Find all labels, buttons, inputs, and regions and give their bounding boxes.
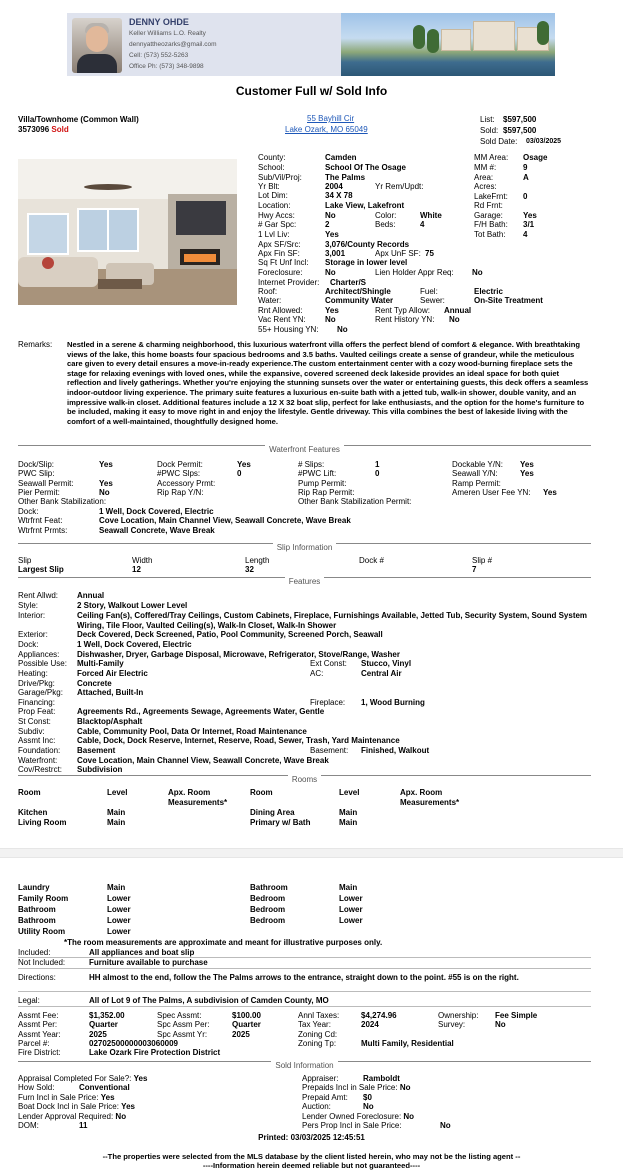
rooms-note: *The room measurements are approximate and meant for illustrative purposes only. xyxy=(64,938,383,947)
foreclosure-value: No xyxy=(325,268,336,277)
school-value: School Of The Osage xyxy=(325,163,406,172)
ameren-value: Yes xyxy=(543,488,557,497)
feature-label: Interior: xyxy=(18,611,46,620)
feature-label: Subdiv: xyxy=(18,727,45,736)
tax-year-value: 2024 xyxy=(361,1020,379,1029)
feature-value: Deck Covered, Deck Screened, Patio, Pool Community, Screened Porch, Seawall xyxy=(77,630,383,639)
annl-taxes-label: Annl Taxes: xyxy=(298,1011,340,1020)
rnt-label: Rnt Allowed: xyxy=(258,306,303,315)
divider xyxy=(18,991,591,993)
room-name: Family Room xyxy=(18,894,69,903)
room-level: Lower xyxy=(107,916,131,925)
how-sold-label: How Sold: xyxy=(18,1083,55,1092)
renthist-value: No xyxy=(449,315,460,324)
fhbath-value: 3/1 xyxy=(523,220,535,229)
spec-yr-label: Spc Assmt Yr: xyxy=(157,1030,208,1039)
pwc-slips-value: 0 xyxy=(237,469,242,478)
obs-permit-label: Other Bank Stabilization Permit: xyxy=(298,497,412,506)
assmt-year-value: 2025 xyxy=(89,1030,107,1039)
yrblt-label: Yr Blt: xyxy=(258,182,280,191)
wf-dock-value: 1 Well, Dock Covered, Electric xyxy=(99,507,214,516)
pier-permit-label: Pier Permit: xyxy=(18,488,60,497)
vac-value: No xyxy=(325,315,336,324)
water-value: Community Water xyxy=(325,296,394,305)
spec-assmt-label: Spec Assmt: xyxy=(157,1011,202,1020)
slip-header-length: Length xyxy=(245,556,270,565)
internet-label: Internet Provider: xyxy=(258,278,320,287)
room-level: Main xyxy=(339,808,358,817)
slip-header-slipno: Slip # xyxy=(472,556,493,565)
seawall-yn-label: Seawall Y/N: xyxy=(452,469,498,478)
feature-value: Basement xyxy=(77,746,116,755)
area-value: A xyxy=(523,173,529,182)
roof-label: Roof: xyxy=(258,287,278,296)
slip-header-slip: Slip xyxy=(18,556,32,565)
report-title: Customer Full w/ Sold Info xyxy=(235,84,388,98)
legal-label: Legal: xyxy=(18,996,40,1005)
sold-title: Sold Information xyxy=(271,1061,337,1070)
area-label: Area: xyxy=(474,173,494,182)
basement-label: Basement: xyxy=(310,746,349,755)
feature-value: Blacktop/Asphalt xyxy=(77,717,143,726)
feature-label: Garage/Pkg: xyxy=(18,688,63,697)
room-level: Lower xyxy=(339,894,363,903)
sqft-value: Storage in lower level xyxy=(325,258,408,267)
boat-value: Yes xyxy=(121,1102,135,1111)
spec-yr-value: 2025 xyxy=(232,1030,250,1039)
feature-label: Exterior: xyxy=(18,630,48,639)
agent-name: DENNY OHDE xyxy=(129,17,189,27)
vac-label: Vac Rent YN: xyxy=(258,315,306,324)
feature-label: Drive/Pkg: xyxy=(18,679,55,688)
feature-value: Cable, Dock, Dock Reserve, Internet, Reserve, Road, Sewer, Trash, Yard Maintenance xyxy=(77,736,400,745)
ext-const-label: Ext Const: xyxy=(310,659,347,668)
agent-email[interactable]: dennyattheozarks@gmail.com xyxy=(129,41,217,48)
feature-value: Cove Location, Main Channel View, Seawall Concrete, Wave Break xyxy=(77,756,329,765)
room-name: Bedroom xyxy=(250,894,286,903)
yrrem-label: Yr Rem/Updt: xyxy=(375,182,424,191)
property-type: Villa/Townhome (Common Wall) xyxy=(18,115,139,124)
lvl-label: 1 Lvl Liv: xyxy=(258,230,290,239)
subdiv-value: The Palms xyxy=(325,173,366,182)
ownership-value: Fee Simple xyxy=(495,1011,538,1020)
spec-per-value: Quarter xyxy=(232,1020,261,1029)
sold-price: $597,500 xyxy=(503,126,537,135)
address-line-1[interactable]: 55 Bayhill Cir xyxy=(307,114,355,123)
wtrfrnt-prmts-value: Seawall Concrete, Wave Break xyxy=(99,526,215,535)
fin-label: Apx Fin SF: xyxy=(258,249,300,258)
feature-value: Multi-Family xyxy=(77,659,124,668)
room-level: Main xyxy=(339,883,358,892)
feature-label: Appliances: xyxy=(18,650,60,659)
room-name: Bathroom xyxy=(18,905,56,914)
hwy-label: Hwy Accs: xyxy=(258,211,295,220)
feature-label: Style: xyxy=(18,601,39,610)
beds-label: Beds: xyxy=(375,220,396,229)
slip-title: Slip Information xyxy=(273,543,337,552)
room-level: Main xyxy=(107,808,126,817)
rooms-header-room: Room xyxy=(18,788,41,797)
parcel-value: 02702500000003060009 xyxy=(89,1039,178,1048)
lakefrnt-label: LakeFrnt: xyxy=(474,192,508,201)
color-value: White xyxy=(420,211,442,220)
status-badge: Sold xyxy=(51,125,69,134)
not-included-label: Not Included: xyxy=(18,958,66,967)
room-name: Bathroom xyxy=(250,883,288,892)
pwc-lift-value: 0 xyxy=(375,469,380,478)
mm-area-value: Osage xyxy=(523,153,548,162)
annl-taxes-value: $4,274.96 xyxy=(361,1011,397,1020)
feature-value: Forced Air Electric xyxy=(77,669,148,678)
prepaids-value: No xyxy=(399,1083,411,1092)
feature-label: Rent Allwd: xyxy=(18,591,59,600)
totbath-label: Tot Bath: xyxy=(474,230,506,239)
page-break xyxy=(0,848,623,858)
slip-cell-width: 12 xyxy=(132,565,141,574)
feature-label: Cov/Restrct: xyxy=(18,765,63,774)
property-photo xyxy=(18,159,237,305)
room-name: Kitchen xyxy=(18,808,48,817)
garage-label: Garage: xyxy=(474,211,503,220)
slips-label: # Slips: xyxy=(298,460,325,469)
appraisal-value: Yes xyxy=(133,1074,148,1083)
legal-value: All of Lot 9 of The Palms, A subdivision of Camden County, MO xyxy=(89,996,329,1005)
feature-value: Agreements Rd., Agreements Sewage, Agreements Water, Gentle xyxy=(77,707,325,716)
slips-value: 1 xyxy=(375,460,380,469)
feature-value: 2 Story, Walkout Lower Level xyxy=(77,601,188,610)
ameren-label: Ameren User Fee YN: xyxy=(452,488,531,497)
fireplace-label: Fireplace: xyxy=(310,698,346,707)
fhbath-label: F/H Bath: xyxy=(474,220,508,229)
h55-label: 55+ Housing YN: xyxy=(258,325,319,334)
survey-label: Survey: xyxy=(438,1020,466,1029)
feature-label: Foundation: xyxy=(18,746,61,755)
fireplace-value: 1, Wood Burning xyxy=(361,698,425,707)
room-level: Lower xyxy=(339,905,363,914)
feature-label: Assmt Inc: xyxy=(18,736,56,745)
prepaids-label: Prepaids Incl in Sale Price: xyxy=(302,1083,398,1092)
rooms-section-header xyxy=(18,775,591,785)
appraiser-label: Appraiser: xyxy=(302,1074,339,1083)
gar-label: # Gar Spc: xyxy=(258,220,297,229)
rooms-header-measure-2: Apx. Room Measurements* xyxy=(400,788,460,807)
rooms-title: Rooms xyxy=(288,775,321,784)
wf-dock-label: Dock: xyxy=(18,507,39,516)
lakefrnt-value: 0 xyxy=(523,192,528,201)
parcel-label: Parcel #: xyxy=(18,1039,50,1048)
room-level: Lower xyxy=(107,894,131,903)
feature-label: Waterfront: xyxy=(18,756,58,765)
how-sold-value: Conventional xyxy=(79,1083,130,1092)
fuel-value: Electric xyxy=(474,287,503,296)
h55-value: No xyxy=(337,325,348,334)
auction-value: No xyxy=(363,1102,374,1111)
directions-label: Directions: xyxy=(18,973,56,982)
prepaid-amt-value: $0 xyxy=(363,1093,372,1102)
seawall-permit-value: Yes xyxy=(99,479,113,488)
appraisal-label: Appraisal Completed For Sale?: xyxy=(18,1074,132,1083)
rooms-header-room-2: Room xyxy=(250,788,273,797)
room-name: Bathroom xyxy=(18,916,56,925)
fire-district-value: Lake Ozark Fire Protection District xyxy=(89,1048,221,1057)
sf-label: Apx SF/Src: xyxy=(258,240,301,249)
wtrfrnt-prmts-label: Wtrfrnt Prmts: xyxy=(18,526,68,535)
address-line-2[interactable]: Lake Ozark, MO 65049 xyxy=(285,125,368,134)
spec-per-label: Spc Assm Per: xyxy=(157,1020,210,1029)
not-included-value: Furniture available to purchase xyxy=(89,958,208,967)
agent-photo xyxy=(72,18,122,73)
room-name: Primary w/ Bath xyxy=(250,818,311,827)
dom-value: 11 xyxy=(79,1121,88,1130)
divider xyxy=(18,968,591,970)
sqft-label: Sq Ft Unf Incl: xyxy=(258,258,309,267)
assmt-per-label: Assmt Per: xyxy=(18,1020,58,1029)
sewer-label: Sewer: xyxy=(420,296,445,305)
accessory-permit-label: Accessory Prmt: xyxy=(157,479,216,488)
features-section-header xyxy=(18,577,591,587)
renthist-label: Rent History YN: xyxy=(375,315,435,324)
room-name: Bedroom xyxy=(250,905,286,914)
unf-value: 75 xyxy=(425,249,434,258)
fire-district-label: Fire District: xyxy=(18,1048,61,1057)
lender-owned-value: No xyxy=(403,1112,415,1121)
totbath-value: 4 xyxy=(523,230,528,239)
list-price-label: List: xyxy=(480,115,495,124)
unf-label: Apx UnF SF: xyxy=(375,249,421,258)
printed-timestamp: Printed: 03/03/2025 12:45:51 xyxy=(258,1133,365,1142)
sewer-value: On-Site Treatment xyxy=(474,296,543,305)
room-name: Laundry xyxy=(18,883,50,892)
school-label: School: xyxy=(258,163,285,172)
agent-office-phone: Office Ph: (573) 348-9898 xyxy=(129,63,204,70)
yrblt-value: 2004 xyxy=(325,182,343,191)
furn-value: Yes xyxy=(100,1093,115,1102)
wtrfrnt-feat-label: Wtrfrnt Feat: xyxy=(18,516,63,525)
mls-number: 3573096 xyxy=(18,125,50,134)
sf-value: 3,076/County Records xyxy=(325,240,410,249)
room-level: Main xyxy=(107,883,126,892)
riprap-permit-label: Rip Rap Permit: xyxy=(298,488,355,497)
beds-value: 4 xyxy=(420,220,425,229)
lotdim-label: Lot Dim: xyxy=(258,191,288,200)
rdfrnt-label: Rd Frnt: xyxy=(474,201,503,210)
divider xyxy=(18,1006,591,1008)
feature-value: Subdivision xyxy=(77,765,123,774)
feature-value: 1 Well, Dock Covered, Electric xyxy=(77,640,192,649)
rnttyp-label: Rent Typ Allow: xyxy=(375,306,430,315)
feature-value: Concrete xyxy=(77,679,112,688)
room-level: Lower xyxy=(107,905,131,914)
furn-label: Furn Incl in Sale Price: xyxy=(18,1093,99,1102)
obs-label: Other Bank Stabilization: xyxy=(18,497,107,506)
pwc-slips-label: #PWC Slps: xyxy=(157,469,201,478)
agent-banner xyxy=(67,13,555,76)
living-room-illustration xyxy=(18,159,237,305)
prepaids-row xyxy=(302,1083,411,1093)
pwc-slip-label: PWC Slip: xyxy=(18,469,55,478)
sold-date: 03/03/2025 xyxy=(526,138,562,145)
listing-header-mls xyxy=(18,125,69,135)
internet-value: Charter/S xyxy=(330,278,367,287)
rooms-header-level: Level xyxy=(107,788,128,797)
pier-permit-value: No xyxy=(99,488,110,497)
features-title: Features xyxy=(285,577,325,586)
waterfront-title: Waterfront Features xyxy=(265,445,344,454)
slip-header-dock: Dock # xyxy=(359,556,384,565)
county-label: County: xyxy=(258,153,286,162)
list-price: $597,500 xyxy=(503,115,537,124)
feature-value: Dishwasher, Dryer, Garbage Disposal, Microwave, Refrigerator, Stove/Range, Washer xyxy=(77,650,400,659)
ramp-permit-label: Ramp Permit: xyxy=(452,479,501,488)
auction-label: Auction: xyxy=(302,1102,331,1111)
foreclosure-label: Foreclosure: xyxy=(258,268,303,277)
assmt-year-label: Assmt Year: xyxy=(18,1030,61,1039)
waterfront-section-header xyxy=(18,445,591,455)
pers-prop-value: No xyxy=(440,1121,451,1130)
slip-cell-name: Largest Slip xyxy=(18,565,64,574)
color-label: Color: xyxy=(375,211,397,220)
lvl-value: Yes xyxy=(325,230,339,239)
disclaimer-line-1: --The properties were selected from the MLS database by the client listed herein, who may not be the listing agent -- xyxy=(102,1152,521,1161)
prepaid-amt-label: Prepaid Amt: xyxy=(302,1093,348,1102)
fin-value: 3,001 xyxy=(325,249,346,258)
dockable-value: Yes xyxy=(520,460,534,469)
ac-value: Central Air xyxy=(361,669,402,678)
rnt-value: Yes xyxy=(325,306,339,315)
dock-slip-label: Dock/Slip: xyxy=(18,460,55,469)
feature-label: St Const: xyxy=(18,717,51,726)
agent-cell: Cell: (573) 552-5263 xyxy=(129,52,189,59)
room-name: Utility Room xyxy=(18,927,66,936)
dock-permit-label: Dock Permit: xyxy=(157,460,203,469)
garage-value: Yes xyxy=(523,211,537,220)
mm-value: 9 xyxy=(523,163,528,172)
ac-label: AC: xyxy=(310,669,324,678)
feature-label: Prop Feat: xyxy=(18,707,56,716)
dock-slip-value: Yes xyxy=(99,460,113,469)
assmt-fee-label: Assmt Fee: xyxy=(18,1011,59,1020)
lien-value: No xyxy=(472,268,483,277)
location-value: Lake View, Lakefront xyxy=(325,201,405,210)
room-level: Lower xyxy=(339,916,363,925)
slip-cell-length: 32 xyxy=(245,565,254,574)
rooms-header-measure: Apx. Room Measurements* xyxy=(168,788,228,807)
included-label: Included: xyxy=(18,948,51,957)
feature-label: Dock: xyxy=(18,640,39,649)
acres-label: Acres: xyxy=(474,182,497,191)
zoning-tp-label: Zoning Tp: xyxy=(298,1039,337,1048)
included-value: All appliances and boat slip xyxy=(89,948,195,957)
basement-value: Finished, Walkout xyxy=(361,746,430,755)
subdiv-label: Sub/Vil/Proj: xyxy=(258,173,302,182)
zoning-cd-label: Zoning Cd: xyxy=(298,1030,338,1039)
lotdim-value: 34 X 78 xyxy=(325,191,353,200)
dom-label: DOM: xyxy=(18,1121,39,1130)
assmt-fee-value: $1,352.00 xyxy=(89,1011,125,1020)
feature-value: Annual xyxy=(77,591,105,600)
feature-label: Heating: xyxy=(18,669,48,678)
seawall-permit-label: Seawall Permit: xyxy=(18,479,74,488)
location-label: Location: xyxy=(258,201,291,210)
pump-permit-label: Pump Permit: xyxy=(298,479,347,488)
spec-assmt-value: $100.00 xyxy=(232,1011,261,1020)
pers-prop-label: Pers Prop Incl in Sale Price: xyxy=(302,1121,402,1130)
room-level: Lower xyxy=(107,927,131,936)
room-name: Dining Area xyxy=(250,808,295,817)
slip-header-width: Width xyxy=(132,556,153,565)
wtrfrnt-feat-value: Cove Location, Main Channel View, Seawall Concrete, Wave Break xyxy=(99,516,351,525)
lakeside-homes-image xyxy=(341,13,555,76)
fuel-label: Fuel: xyxy=(420,287,438,296)
directions-value: HH almost to the end, follow the The Palms arrows to the entrance, straight down to the point. #55 is on the right. xyxy=(89,973,519,982)
boat-label: Boat Dock Incl in Sale Price: xyxy=(18,1102,119,1111)
riprap-yn-label: Rip Rap Y/N: xyxy=(157,488,204,497)
water-label: Water: xyxy=(258,296,282,305)
room-name: Bedroom xyxy=(250,916,286,925)
agent-office: Keller Williams L.O. Realty xyxy=(129,30,206,37)
room-name: Living Room xyxy=(18,818,67,827)
ext-const-value: Stucco, Vinyl xyxy=(361,659,412,668)
slip-section-header xyxy=(18,543,591,553)
remarks-label: Remarks: xyxy=(18,340,53,349)
dock-permit-value: Yes xyxy=(237,460,251,469)
county-value: Camden xyxy=(325,153,357,162)
appraiser-value: Ramboldt xyxy=(363,1074,400,1083)
feature-value: Ceiling Fan(s), Coffered/Tray Ceilings, Custom Cabinets, Fireplace, Furnishings Available, Jetted Tub, Security System, Sound System Wiring, Tile Floor, Vaulted Ceiling(s), Walk-In Closet, Walk-In Shower xyxy=(77,611,588,630)
survey-value: No xyxy=(495,1020,506,1029)
zoning-tp-value: Multi Family, Residential xyxy=(361,1039,454,1048)
hwy-value: No xyxy=(325,211,336,220)
room-level: Main xyxy=(107,818,126,827)
sold-section-header xyxy=(18,1061,591,1071)
roof-value: Architect/Shingle xyxy=(325,287,391,296)
feature-value: Attached, Built-In xyxy=(77,688,144,697)
lien-label: Lien Holder Appr Req: xyxy=(375,268,454,277)
gar-value: 2 xyxy=(325,220,330,229)
seawall-yn-value: Yes xyxy=(520,469,534,478)
mm-label: MM #: xyxy=(474,163,497,172)
slip-cell-slipno: 7 xyxy=(472,565,477,574)
sold-date-label: Sold Date: xyxy=(480,137,518,146)
room-level: Main xyxy=(339,818,358,827)
pwc-lift-label: #PWC Lift: xyxy=(298,469,337,478)
assmt-per-value: Quarter xyxy=(89,1020,118,1029)
tax-year-label: Tax Year: xyxy=(298,1020,331,1029)
disclaimer-line-2: ----Information herein deemed reliable but not guaranteed---- xyxy=(202,1161,421,1170)
lender-owned-label: Lender Owned Foreclosure: xyxy=(302,1112,402,1121)
feature-label: Financing: xyxy=(18,698,55,707)
not-included-row xyxy=(18,957,591,968)
sold-price-label: Sold: xyxy=(480,126,499,135)
rooms-header-level-2: Level xyxy=(339,788,360,797)
rnttyp-value: Annual xyxy=(444,306,472,315)
ownership-label: Ownership: xyxy=(438,1011,479,1020)
feature-label: Possible Use: xyxy=(18,659,67,668)
feature-value: Cable, Community Pool, Data Or Internet, Road Maintenance xyxy=(77,727,307,736)
lender-value: No xyxy=(115,1112,127,1121)
mm-area-label: MM Area: xyxy=(474,153,509,162)
lender-label: Lender Approval Required: xyxy=(18,1112,114,1121)
dockable-label: Dockable Y/N: xyxy=(452,460,503,469)
boat-row xyxy=(18,1102,135,1112)
remarks-text: Nestled in a serene & charming neighborhood, this luxurious waterfront villa offers the perfect blend of comfort & elegance. With breathtaking views of the lake, this home boasts four spacious bedrooms and 3.5 baths. Vaulted ceilings create a sense of grandeur, while the meticulous care given to every detail ensures a move-in-ready experience.The custom entertainment center with a cozy wood-burning fireplace sets the stage for relaxing evenings with loved ones, while the expansive, covered screened deck lakeside provides an ideal space for both quiet reflection and lively gatherings. Whether you're enjoying the stunning sunsets over the water or entertaining guests, this deck offers a seamless indoor-outdoor living experience. The primary suite features a luxurious en-suite bath with a jetted tub, walk-in shower, double vanity, and an impressive walk-in closet. Additional features include a 12 X 32 boat slip, perfect for lake enthusiasts, and the option for the home's furniture to be included, making it easy to move right in and enjoy the lifestyle. Gentle driveway. This villa combines the best of lakeside living with the comfort of a well-maintained, thoughtfully designed home. xyxy=(67,340,589,426)
